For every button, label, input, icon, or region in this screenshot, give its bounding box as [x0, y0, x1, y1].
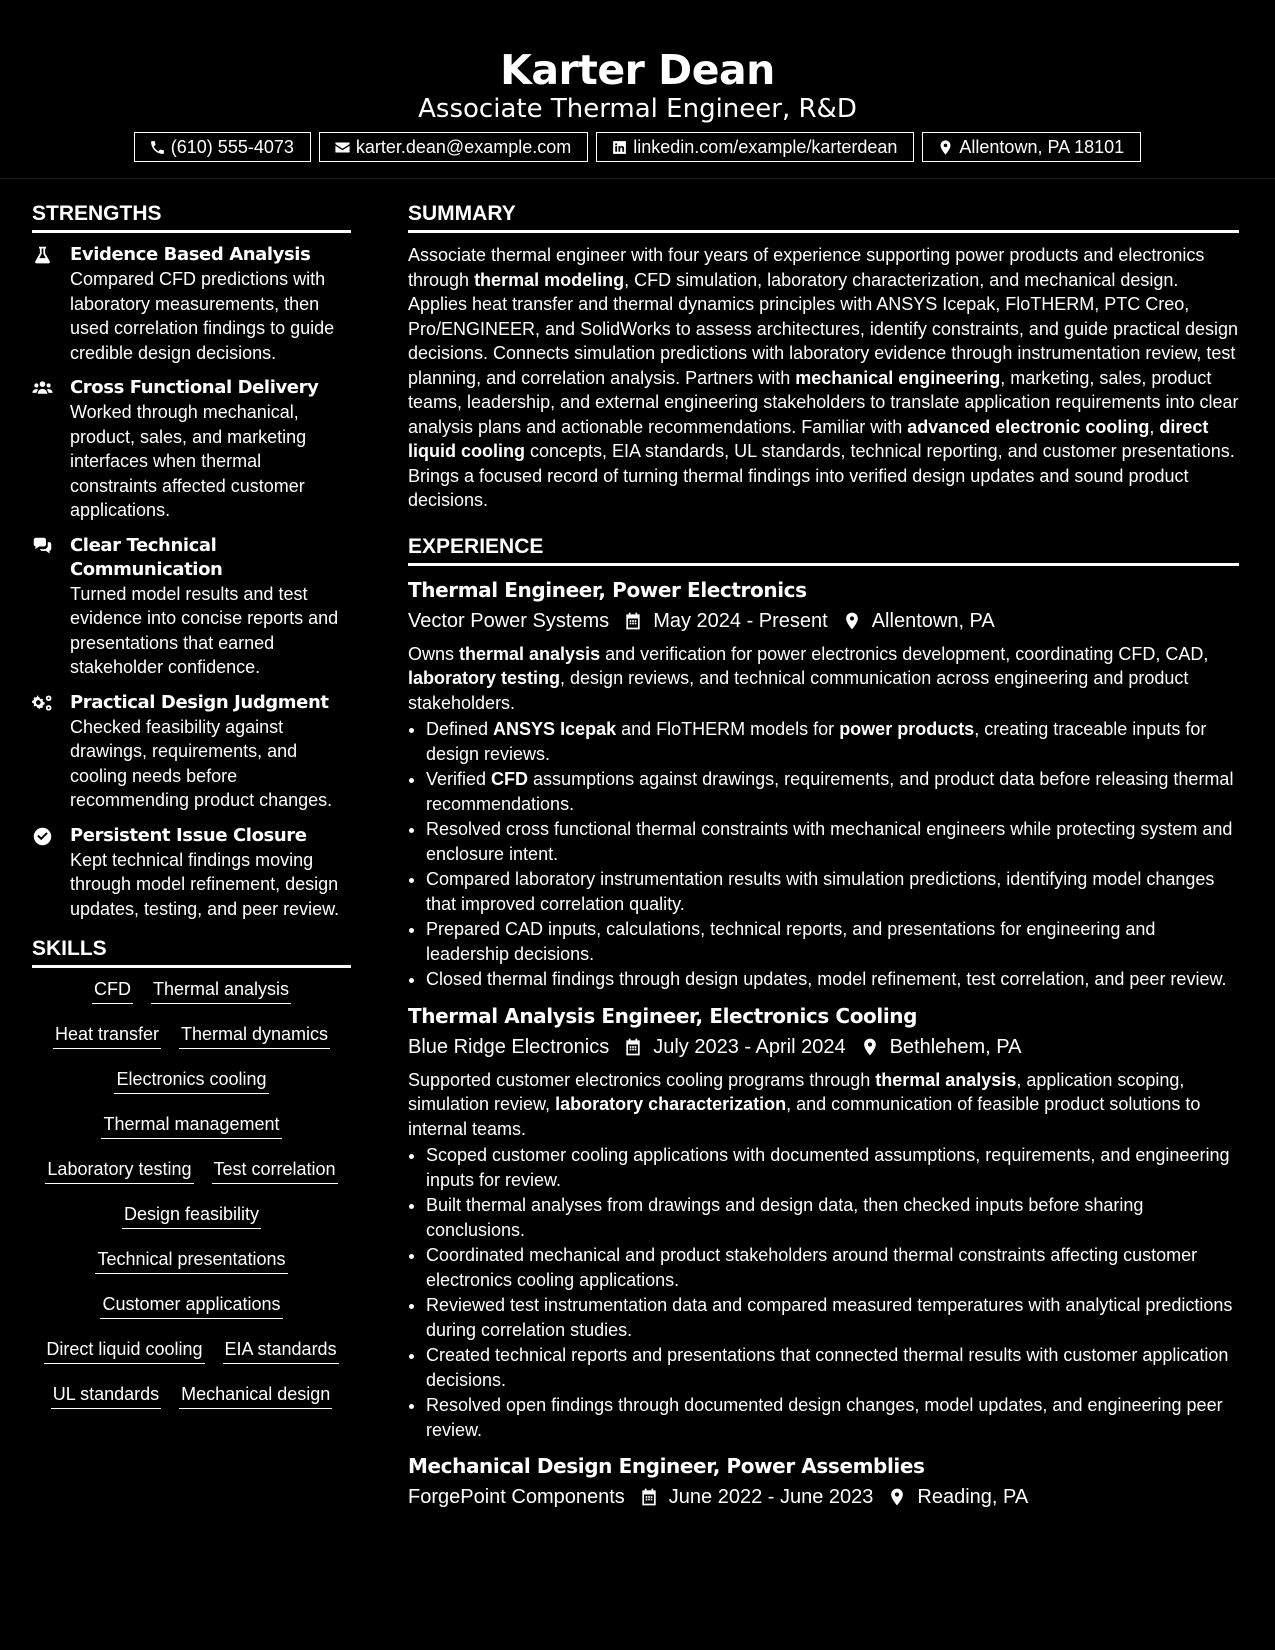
- job-bullet: [426, 1143, 1239, 1192]
- text-segment: concepts, EIA standards, UL standards, technical reporting, and customer presentations. Brings a focused record of turning thermal findings into verified design updates and sound product decisions.: [408, 441, 1235, 510]
- bold-keyword: advanced electronic cooling: [907, 416, 1150, 437]
- bold-keyword: ANSYS Icepak: [493, 719, 617, 739]
- strengths-heading: STRENGTHS: [32, 200, 351, 233]
- job-bullet: [426, 1393, 1239, 1442]
- map-pin-icon: [842, 611, 862, 631]
- skill-tag: Thermal management: [101, 1113, 281, 1139]
- bold-keyword: direct liquid cooling: [408, 416, 1209, 461]
- bold-keyword: thermal analysis: [459, 643, 601, 664]
- skill-tag: Mechanical design: [179, 1383, 332, 1409]
- skill-tag: Design feasibility: [122, 1203, 261, 1229]
- text-segment: Scoped customer cooling applications with documented assumptions, requirements, and engineering inputs for review.: [426, 1145, 1230, 1190]
- text-segment: ,: [1149, 416, 1160, 437]
- job-meta: [408, 1032, 1239, 1062]
- strength-title: Clear Technical Communication: [70, 534, 223, 580]
- skill-tag: Heat transfer: [53, 1023, 161, 1049]
- skill-row: [51, 1383, 333, 1428]
- job-bullet: [426, 1243, 1239, 1292]
- job-meta: [408, 1482, 1239, 1512]
- bold-keyword: thermal modeling: [474, 269, 625, 290]
- skill-tag: Thermal analysis: [151, 978, 291, 1004]
- skill-row: [114, 1068, 268, 1113]
- bold-keyword: mechanical engineering: [795, 367, 1001, 388]
- skill-row: [101, 1113, 281, 1158]
- text-segment: Supported customer electronics cooling programs through: [408, 1069, 876, 1090]
- bold-keyword: laboratory characterization: [555, 1094, 787, 1114]
- strength-item: [32, 534, 351, 680]
- contact-location-text: Allentown, PA 18101: [959, 136, 1125, 157]
- strengths-list: [32, 243, 351, 921]
- strength-item: [32, 243, 351, 365]
- job-bullet: [426, 967, 1239, 992]
- strength-desc: Compared CFD predictions with laboratory measurements, then used correlation findings to guide credible design decisions.: [70, 269, 335, 363]
- job-bullet: [426, 867, 1239, 916]
- text-segment: assumptions against drawings, requirements, and product data before releasing thermal recommendations.: [426, 769, 1234, 814]
- calendar-icon: [623, 611, 643, 631]
- skill-tag: EIA standards: [223, 1338, 339, 1364]
- skills-list: [32, 978, 351, 1428]
- job-bullet: [426, 1293, 1239, 1342]
- summary-text: [408, 243, 1239, 513]
- job-bullet: [426, 917, 1239, 966]
- skill-row: [122, 1203, 261, 1248]
- text-segment: Associate thermal engineer with four years of experience supporting power products and electronics through: [408, 245, 1205, 290]
- skill-row: [44, 1338, 338, 1383]
- text-segment: , marketing, sales, product teams, leadership, and external engineering stakeholders to translate application requirements into clear analysis plans and actionable recommendations. Familiar with: [408, 367, 1239, 437]
- strength-title: Evidence Based Analysis: [70, 244, 311, 265]
- check-circle-icon: [32, 826, 53, 847]
- skill-row: [45, 1158, 337, 1203]
- right-column: [408, 200, 1239, 1518]
- job-location: Reading, PA: [917, 1486, 1029, 1508]
- skill-tag: CFD: [92, 978, 133, 1004]
- text-segment: Resolved cross functional thermal constraints with mechanical engineers while protecting system and enclosure intent.: [426, 819, 1233, 864]
- job-location: Allentown, PA: [871, 609, 995, 632]
- text-segment: , and communication of feasible product solutions to internal teams.: [408, 1094, 1201, 1139]
- text-segment: Defined: [426, 719, 494, 739]
- text-segment: and verification for power electronics development, coordinating CFD, CAD,: [600, 643, 1209, 664]
- bold-keyword: CFD: [491, 769, 529, 789]
- job-bullet: [426, 1343, 1239, 1392]
- job-description: [408, 642, 1239, 716]
- text-segment: Created technical reports and presentations that connected thermal results with customer application decisions.: [426, 1345, 1229, 1390]
- text-segment: Prepared CAD inputs, calculations, technical reports, and presentations for engineering and leadership decisions.: [426, 919, 1156, 964]
- contact-bar: [0, 132, 1275, 162]
- resume-header: [0, 0, 1275, 179]
- strength-item: [32, 824, 351, 922]
- contact-linkedin[interactable]: [596, 132, 914, 162]
- strength-desc: Checked feasibility against drawings, requirements, and cooling needs before recommending product changes.: [70, 716, 333, 810]
- job-dates: May 2024 - Present: [653, 609, 828, 632]
- strength-desc: Kept technical findings moving through model refinement, design updates, testing, and peer review.: [70, 849, 340, 919]
- text-segment: Owns: [408, 643, 460, 664]
- job-company: Blue Ridge Electronics: [408, 1035, 610, 1058]
- strength-item: [32, 376, 351, 523]
- left-column: [32, 200, 351, 1428]
- candidate-name: Karter Dean: [500, 46, 775, 94]
- contact-phone-text: (610) 555-4073: [170, 136, 294, 157]
- gears-icon: [32, 693, 53, 714]
- skill-tag: Technical presentations: [95, 1248, 287, 1274]
- text-segment: Resolved open findings through documented design changes, model updates, and engineering peer review.: [426, 1395, 1223, 1440]
- skill-tag: Laboratory testing: [45, 1158, 193, 1184]
- skill-row: [53, 1023, 330, 1068]
- bold-keyword: laboratory testing: [408, 668, 561, 688]
- job-dates: July 2023 - April 2024: [653, 1035, 846, 1058]
- text-segment: Verified: [426, 769, 492, 789]
- text-segment: , creating traceable inputs for design reviews.: [426, 719, 1207, 764]
- skill-row: [92, 978, 291, 1023]
- envelope-icon: [334, 139, 351, 156]
- candidate-role: Associate Thermal Engineer, R&D: [418, 94, 857, 124]
- job-bullet: [426, 817, 1239, 866]
- experience-list: [408, 576, 1239, 1513]
- skill-tag: Test correlation: [212, 1158, 338, 1184]
- text-segment: Reviewed test instrumentation data and compared measured temperatures with analytical predictions during correlation studies.: [426, 1295, 1233, 1340]
- skill-tag: Thermal dynamics: [179, 1023, 330, 1049]
- comments-icon: [32, 536, 53, 557]
- calendar-icon: [623, 1037, 643, 1057]
- users-icon: [32, 378, 53, 399]
- job-entry: [408, 1452, 1239, 1512]
- strength-title: Practical Design Judgment: [70, 691, 329, 713]
- experience-heading: EXPERIENCE: [408, 533, 1239, 566]
- strength-item: [32, 691, 351, 813]
- skills-heading: SKILLS: [32, 935, 351, 968]
- map-pin-icon: [887, 1487, 907, 1507]
- text-segment: , CFD simulation, laboratory characterization, and mechanical design. Applies heat transfer and thermal dynamics principles with ANSYS Icepak, FloTHERM, PTC Creo, Pro/ENGINEER, and SolidWorks to assess architectures, identify constraints, and guide practical design decisions. Connects simulation predictions with laboratory evidence through instrumentation review, test planning, and correlation analysis. Partners with: [408, 269, 1239, 388]
- strength-title: Cross Functional Delivery: [70, 377, 319, 398]
- job-bullet: [426, 1193, 1239, 1242]
- skill-tag: Direct liquid cooling: [44, 1338, 204, 1364]
- job-title: Thermal Analysis Engineer, Electronics Cooling: [408, 1003, 918, 1028]
- skill-tag: Customer applications: [100, 1293, 282, 1319]
- text-segment: Built thermal analyses from drawings and design data, then checked inputs before sharing conclusions.: [426, 1195, 1144, 1240]
- job-description: [408, 1068, 1239, 1142]
- strength-title: Persistent Issue Closure: [70, 824, 307, 846]
- job-bullet: [426, 717, 1239, 766]
- flask-icon: [32, 245, 53, 266]
- job-company: ForgePoint Components: [408, 1486, 625, 1508]
- contact-phone[interactable]: [134, 132, 311, 162]
- contact-email-text: karter.dean@example.com: [355, 136, 572, 157]
- contact-linkedin-text: linkedin.com/example/karterdean: [633, 136, 898, 157]
- skill-tag: Electronics cooling: [114, 1068, 268, 1094]
- text-segment: Coordinated mechanical and product stakeholders around thermal constraints affecting customer electronics cooling applications.: [426, 1245, 1198, 1290]
- strength-desc: Turned model results and test evidence into concise reports and presentations that earned stakeholder confidence.: [70, 583, 339, 677]
- calendar-icon: [639, 1487, 659, 1507]
- strength-desc: Worked through mechanical, product, sales, and marketing interfaces when thermal constraints affected customer applications.: [70, 402, 307, 520]
- job-title: Thermal Engineer, Power Electronics: [408, 577, 807, 602]
- text-segment: and FloTHERM models for: [616, 719, 840, 739]
- bold-keyword: power products: [839, 719, 975, 739]
- map-pin-icon: [860, 1037, 880, 1057]
- text-segment: , application scoping, simulation review,: [408, 1069, 1185, 1114]
- job-entry: [408, 1002, 1239, 1443]
- skill-tag: UL standards: [51, 1383, 161, 1409]
- text-segment: , design reviews, and technical communication across engineering and product stakeholders.: [408, 668, 1189, 713]
- job-meta: [408, 606, 1239, 636]
- job-company: Vector Power Systems: [408, 609, 610, 632]
- skill-row: [100, 1293, 282, 1338]
- job-location: Bethlehem, PA: [889, 1035, 1022, 1058]
- phone-icon: [149, 139, 166, 156]
- job-bullet: [426, 767, 1239, 816]
- skill-row: [95, 1248, 287, 1293]
- summary-heading: SUMMARY: [408, 200, 1239, 233]
- text-segment: Compared laboratory instrumentation results with simulation predictions, identifying model changes that improved correlation quality.: [426, 869, 1215, 914]
- text-segment: Closed thermal findings through design updates, model refinement, test correlation, and peer review.: [426, 969, 1227, 989]
- contact-location[interactable]: [922, 132, 1141, 162]
- job-bullets: [408, 717, 1239, 992]
- bold-keyword: thermal analysis: [875, 1069, 1017, 1090]
- job-bullets: [408, 1143, 1239, 1442]
- job-title: Mechanical Design Engineer, Power Assemblies: [408, 1454, 925, 1478]
- contact-email[interactable]: [319, 132, 588, 162]
- linkedin-icon: [611, 139, 628, 156]
- job-entry: [408, 576, 1239, 992]
- job-dates: June 2022 - June 2023: [668, 1486, 874, 1508]
- map-pin-icon: [937, 139, 954, 156]
